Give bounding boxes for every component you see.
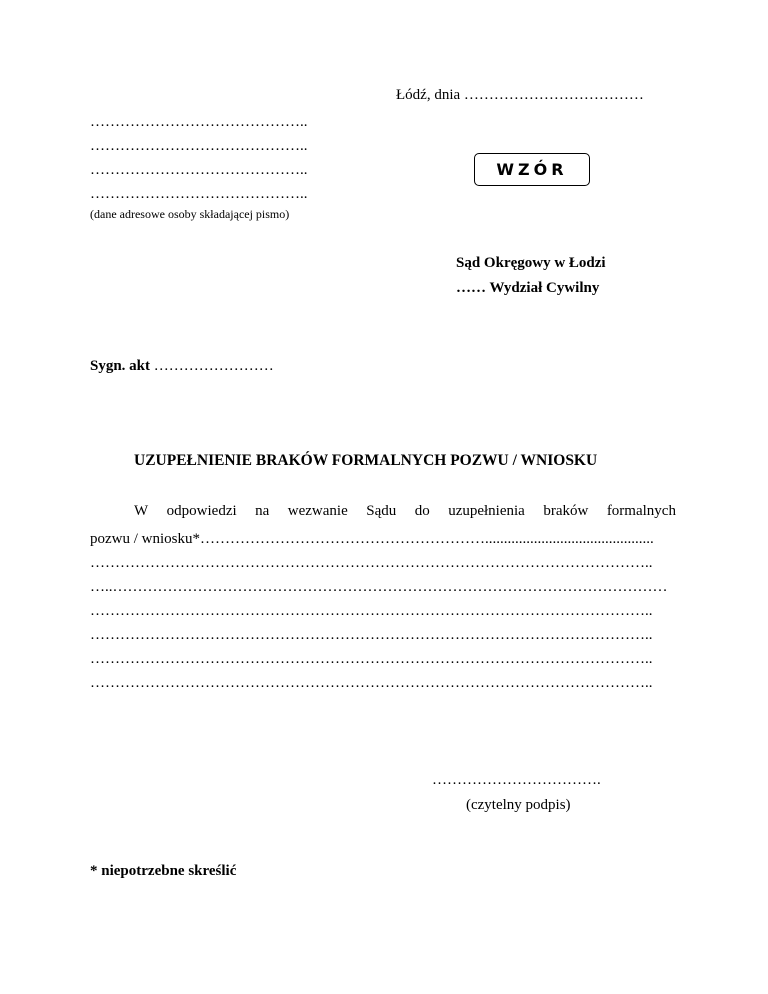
body-first-line bbox=[90, 502, 676, 520]
body-word: do bbox=[414, 503, 430, 519]
body-dot-line-4: ………………………………………………………………………………………………….. bbox=[90, 627, 653, 643]
body-second-line: pozwu / wniosku*…………………………………………………............................................. bbox=[90, 531, 654, 547]
body-word: formalnych bbox=[606, 503, 676, 519]
court-division bbox=[456, 279, 599, 297]
body-dot-line-1: ………………………………………………………………………………………………….. bbox=[90, 555, 653, 571]
body-word: odpowiedzi bbox=[166, 503, 237, 519]
case-signature-dots: …………………… bbox=[153, 358, 274, 374]
template-stamp: WZÓR bbox=[474, 153, 590, 186]
sender-line-2: …………………………………….. bbox=[90, 138, 308, 154]
sender-line-4: …………………………………….. bbox=[90, 186, 308, 202]
signature-caption: (czytelny podpis) bbox=[466, 797, 571, 813]
body-dot-line-3: ………………………………………………………………………………………………….. bbox=[90, 603, 653, 619]
body-word: braków bbox=[543, 503, 589, 519]
signature-dots: ……………………………. bbox=[432, 772, 601, 788]
body-word: uzupełnienia bbox=[448, 503, 525, 519]
sender-line-1: …………………………………….. bbox=[90, 114, 308, 130]
body-dot-line-2: …..………………………………………………………………………………………………… bbox=[90, 579, 668, 595]
sender-line-3: …………………………………….. bbox=[90, 162, 308, 178]
case-signature bbox=[90, 357, 274, 375]
court-division-text: …… Wydział Cywilny bbox=[456, 280, 600, 296]
body-word: Sądu bbox=[366, 503, 397, 519]
sender-caption: (dane adresowe osoby składającej pismo) bbox=[90, 207, 290, 221]
footnote: * niepotrzebne skreślić bbox=[90, 863, 237, 879]
case-signature-label: Sygn. akt bbox=[90, 358, 151, 374]
court-name: Sąd Okręgowy w Łodzi bbox=[456, 255, 606, 271]
body-dot-line-5: ………………………………………………………………………………………………….. bbox=[90, 651, 653, 667]
body-dot-line-6: ………………………………………………………………………………………………….. bbox=[90, 675, 653, 691]
body-word: W bbox=[134, 503, 149, 519]
body-word: na bbox=[255, 503, 270, 519]
body-word: wezwanie bbox=[287, 503, 348, 519]
place-date: Łódź, dnia ……………………………… bbox=[396, 87, 644, 103]
document-title: UZUPEŁNIENIE BRAKÓW FORMALNYCH POZWU / WNIOSKU bbox=[134, 452, 598, 469]
